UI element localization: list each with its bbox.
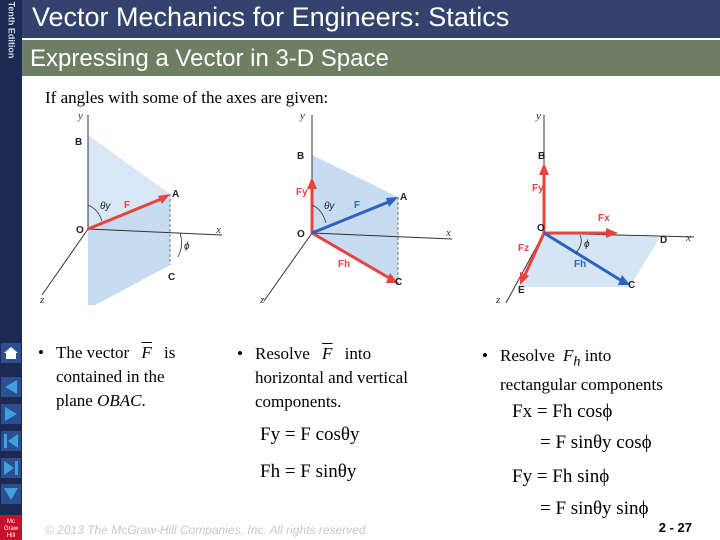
slide-title: Vector Mechanics for Engineers: Statics <box>32 2 510 32</box>
z-axis <box>264 233 312 301</box>
fh-symbol: F <box>563 346 574 365</box>
fig3-point-o: O <box>537 223 545 234</box>
figure-2 <box>252 105 462 305</box>
edition-label: Tenth Edition <box>6 1 17 59</box>
home-icon[interactable] <box>1 343 21 363</box>
fig1-point-c: C <box>168 272 176 283</box>
equation-fy: Fy = F cosθy <box>260 424 360 445</box>
fig2-fh-label: Fh <box>338 259 351 270</box>
fig3-phi-label: ϕ <box>584 239 590 250</box>
vector-f-symbol: $\overline{F}$ <box>141 343 152 362</box>
fig3-y-label: y <box>536 110 541 122</box>
equation-fh: Fh = F sinθy <box>260 461 357 482</box>
fig3-point-b: B <box>538 151 546 162</box>
bullet-1: • The vector $\overline{F}$ is contained in the plane OBAC. <box>38 343 176 410</box>
fig2-fy-label: Fy <box>296 187 308 198</box>
fig1-force-label: F <box>124 200 131 211</box>
equation-fz-expanded: = F sinθy sinϕ <box>540 498 649 519</box>
fig3-fx-label: Fx <box>598 213 610 224</box>
fig1-theta-label: θy <box>100 201 111 212</box>
fig2-force-label: F <box>354 200 361 211</box>
svg-text:Hill: Hill <box>6 533 16 539</box>
equation-fz: Fy = Fh sinϕ <box>512 466 610 487</box>
bullet-2: • Resolve $\overline{F}$ into horizontal and vertical components. <box>237 344 408 411</box>
publisher-logo <box>0 515 22 540</box>
fig3-fh-label: Fh <box>574 259 587 270</box>
previous-icon[interactable] <box>1 377 21 397</box>
vector-f-symbol: $\overline{F}$ <box>322 344 333 363</box>
next-icon[interactable] <box>1 404 21 424</box>
fig3-point-c: C <box>628 280 636 291</box>
fig1-y-label: y <box>78 110 83 122</box>
end-icon[interactable] <box>1 484 21 504</box>
fig1-phi-label: ϕ <box>184 241 190 252</box>
page-number: 2 - 27 <box>658 520 692 535</box>
bullet-dot: • <box>237 344 243 363</box>
first-icon[interactable] <box>1 431 21 451</box>
fig2-x-label: x <box>446 227 451 239</box>
fig3-point-e: E <box>518 285 525 296</box>
fig3-fz-label: Fz <box>518 243 530 254</box>
fig1-point-b: B <box>75 137 83 148</box>
equation-fx-expanded: = F sinθy cosϕ <box>540 432 652 453</box>
svg-text:Mc: Mc <box>7 519 15 525</box>
bullet-3: • Resolve $F_h$ into rectangular components <box>482 346 663 395</box>
fig1-z-label: z <box>40 294 45 305</box>
fig2-y-label: y <box>300 110 305 122</box>
bullet-dot: • <box>38 343 44 362</box>
fig3-x-label: x <box>686 232 691 244</box>
fig2-point-a: A <box>400 192 408 203</box>
fig1-point-a: A <box>172 189 180 200</box>
fig2-z-label: z <box>260 294 265 305</box>
fig2-theta-label: θy <box>324 201 335 212</box>
bullet-dot: • <box>482 346 488 365</box>
intro-text: If angles with some of the axes are given: <box>45 88 329 107</box>
figure-3 <box>484 105 700 305</box>
z-axis <box>42 229 88 295</box>
svg-text:Graw: Graw <box>3 526 19 532</box>
fig2-point-b: B <box>297 151 305 162</box>
fig1-point-o: O <box>76 225 84 236</box>
fig1-x-label: x <box>216 224 221 236</box>
last-icon[interactable] <box>1 458 21 478</box>
fig3-fy-label: Fy <box>532 183 544 194</box>
fig2-point-c: C <box>395 277 403 288</box>
copyright-notice: © 2013 The McGraw-Hill Companies, Inc. All rights reserved. <box>45 523 369 537</box>
fig3-z-label: z <box>496 294 501 305</box>
equation-fx: Fx = Fh cosϕ <box>512 401 613 422</box>
figure-1 <box>32 105 232 305</box>
fig3-point-d: D <box>660 235 668 246</box>
slide-subtitle: Expressing a Vector in 3-D Space <box>30 45 389 72</box>
fig2-point-o: O <box>297 229 305 240</box>
